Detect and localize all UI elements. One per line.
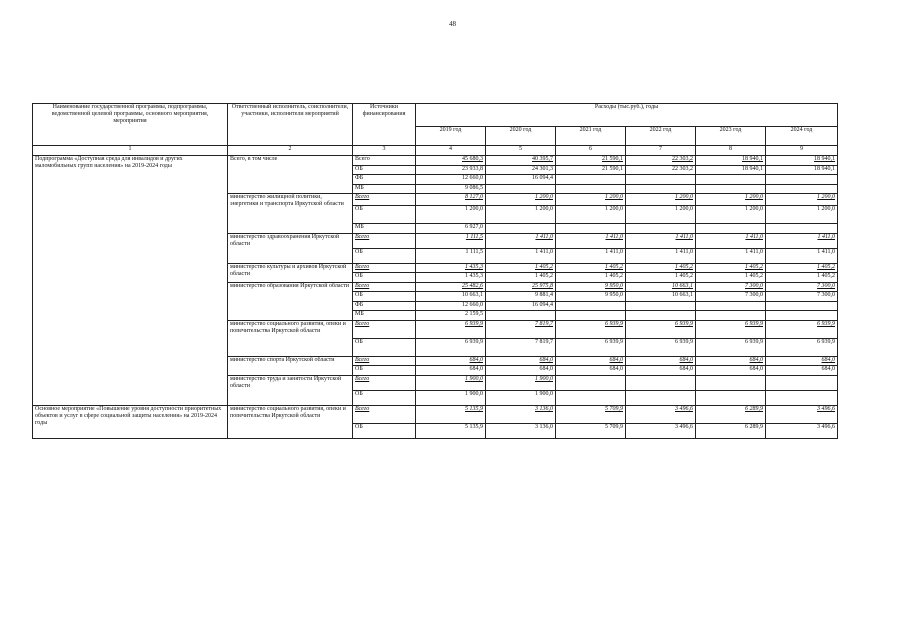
funding-source: Всего [353, 356, 416, 366]
amount-cell: 16 094,4 [486, 175, 556, 185]
amount-cell: 1 200,0 [626, 206, 696, 224]
amount-cell [626, 311, 696, 321]
table-row [33, 156, 838, 166]
amount-cell [626, 224, 696, 234]
amount-cell: 3 496,6 [766, 405, 838, 423]
amount-cell: 1 411,0 [486, 233, 556, 248]
amount-cell: 3 136,0 [486, 423, 556, 438]
amount-cell: 24 301,3 [486, 165, 556, 175]
amount-cell: 9 950,0 [556, 282, 626, 292]
amount-cell: 1 900,0 [486, 390, 556, 405]
funding-source: Всего [353, 194, 416, 206]
funding-source: Всего [353, 375, 416, 390]
funding-source: ОБ [353, 206, 416, 224]
funding-source: МБ [353, 184, 416, 194]
funding-source: ОБ [353, 165, 416, 175]
funding-source: ОБ [353, 338, 416, 356]
column-index: 9 [766, 146, 838, 156]
column-index: 6 [556, 146, 626, 156]
amount-cell: 10 663,1 [626, 292, 696, 302]
amount-cell: 12 660,0 [416, 301, 486, 311]
amount-cell: 10 663,1 [416, 292, 486, 302]
amount-cell: 6 939,9 [696, 338, 766, 356]
funding-source: Всего [353, 320, 416, 338]
amount-cell: 1 200,0 [696, 194, 766, 206]
amount-cell [696, 390, 766, 405]
funding-source: Всего [353, 263, 416, 273]
amount-cell [696, 301, 766, 311]
executor-name: министерство культуры и архивов Иркутской области [228, 263, 353, 282]
amount-cell: 1 405,2 [626, 263, 696, 273]
amount-cell: 7 300,0 [766, 292, 838, 302]
amount-cell: 7 300,0 [696, 282, 766, 292]
header-name: Наименование государственной программы, подпрограммы, ведомственной целевой программы, основного мероприятия, мероприятия [33, 104, 228, 146]
amount-cell [766, 311, 838, 321]
amount-cell: 1 200,0 [626, 194, 696, 206]
amount-cell: 1 411,0 [556, 233, 626, 248]
amount-cell: 5 709,9 [556, 423, 626, 438]
amount-cell: 1 411,0 [696, 233, 766, 248]
header-year: 2022 год [626, 127, 696, 146]
main-event-responsible: министерство социального развития, опеки и попечительства Иркутской области [228, 405, 353, 438]
amount-cell: 684,0 [556, 356, 626, 366]
amount-cell [556, 184, 626, 194]
amount-cell: 10 663,1 [626, 282, 696, 292]
funding-source: ОБ [353, 423, 416, 438]
amount-cell [766, 390, 838, 405]
amount-cell: 40 395,7 [486, 156, 556, 166]
header-year: 2021 год [556, 127, 626, 146]
amount-cell: 1 405,2 [486, 263, 556, 273]
amount-cell: 684,0 [696, 366, 766, 376]
amount-cell: 8 127,0 [416, 194, 486, 206]
amount-cell: 21 590,1 [556, 165, 626, 175]
amount-cell: 6 939,9 [696, 320, 766, 338]
amount-cell: 1 405,2 [486, 273, 556, 283]
column-index: 5 [486, 146, 556, 156]
column-index: 8 [696, 146, 766, 156]
amount-cell: 684,0 [416, 366, 486, 376]
amount-cell [486, 184, 556, 194]
amount-cell: 3 496,6 [766, 423, 838, 438]
amount-cell: 1 200,0 [486, 194, 556, 206]
amount-cell: 1 900,0 [416, 375, 486, 390]
amount-cell [556, 311, 626, 321]
funding-source: ОБ [353, 292, 416, 302]
executor-name: министерство здравоохранения Иркутской области [228, 233, 353, 263]
amount-cell: 6 939,9 [626, 320, 696, 338]
amount-cell: 18 940,1 [696, 165, 766, 175]
table-row [33, 405, 838, 423]
amount-cell: 7 819,7 [486, 320, 556, 338]
amount-cell: 684,0 [486, 356, 556, 366]
amount-cell: 3 496,6 [626, 423, 696, 438]
amount-cell: 1 411,0 [626, 248, 696, 263]
amount-cell: 1 405,2 [766, 273, 838, 283]
amount-cell: 1 900,0 [486, 375, 556, 390]
column-index: 2 [228, 146, 353, 156]
funding-source: Всего [353, 405, 416, 423]
amount-cell: 1 111,5 [416, 248, 486, 263]
amount-cell: 18 940,1 [766, 156, 838, 166]
amount-cell [626, 301, 696, 311]
amount-cell: 1 111,5 [416, 233, 486, 248]
amount-cell: 684,0 [486, 366, 556, 376]
amount-cell: 1 200,0 [556, 194, 626, 206]
funding-source: Всего [353, 282, 416, 292]
amount-cell: 1 411,0 [696, 248, 766, 263]
amount-cell [556, 390, 626, 405]
executor-name: министерство социального развития, опеки и попечительства Иркутской области [228, 320, 353, 356]
funding-source: Всего [353, 156, 416, 166]
amount-cell: 684,0 [416, 356, 486, 366]
funding-source: ОБ [353, 248, 416, 263]
amount-cell [486, 311, 556, 321]
funding-source: ФБ [353, 175, 416, 185]
amount-cell: 1 411,0 [626, 233, 696, 248]
amount-cell: 3 136,0 [486, 405, 556, 423]
amount-cell: 45 680,3 [416, 156, 486, 166]
executor-name: министерство спорта Иркутской области [228, 356, 353, 375]
executor-name: министерство труда и занятости Иркутской области [228, 375, 353, 405]
amount-cell: 6 939,9 [556, 320, 626, 338]
amount-cell: 1 200,0 [556, 206, 626, 224]
amount-cell [766, 184, 838, 194]
amount-cell [556, 301, 626, 311]
amount-cell: 1 411,0 [766, 233, 838, 248]
amount-cell: 1 411,0 [766, 248, 838, 263]
amount-cell: 6 939,9 [416, 338, 486, 356]
amount-cell [766, 175, 838, 185]
funding-source: ОБ [353, 273, 416, 283]
amount-cell: 5 135,9 [416, 405, 486, 423]
amount-cell [486, 224, 556, 234]
amount-cell: 1 411,0 [486, 248, 556, 263]
funding-source: Всего [353, 233, 416, 248]
header-year: 2020 год [486, 127, 556, 146]
header-expenses: Расходы (тыс.руб.), годы [416, 104, 838, 127]
amount-cell: 6 939,9 [556, 338, 626, 356]
amount-cell: 1 200,0 [486, 206, 556, 224]
executor-name: министерство образования Иркутской области [228, 282, 353, 320]
amount-cell: 6 927,0 [416, 224, 486, 234]
amount-cell [626, 390, 696, 405]
amount-cell [766, 224, 838, 234]
amount-cell: 9 086,5 [416, 184, 486, 194]
amount-cell: 22 303,2 [626, 165, 696, 175]
amount-cell: 23 933,8 [416, 165, 486, 175]
funding-source: ОБ [353, 366, 416, 376]
amount-cell [556, 224, 626, 234]
column-index: 3 [353, 146, 416, 156]
amount-cell [626, 375, 696, 390]
amount-cell: 1 900,0 [416, 390, 486, 405]
amount-cell: 684,0 [766, 356, 838, 366]
amount-cell: 5 709,9 [556, 405, 626, 423]
amount-cell: 6 939,9 [416, 320, 486, 338]
amount-cell: 22 303,2 [626, 156, 696, 166]
amount-cell: 684,0 [556, 366, 626, 376]
amount-cell: 1 405,2 [696, 273, 766, 283]
amount-cell: 684,0 [696, 356, 766, 366]
amount-cell: 1 200,0 [766, 194, 838, 206]
amount-cell: 684,0 [626, 366, 696, 376]
amount-cell: 3 496,6 [626, 405, 696, 423]
executor-name: министерство жилищной политики, энергетики и транспорта Иркутской области [228, 194, 353, 234]
amount-cell: 2 159,5 [416, 311, 486, 321]
column-index: 4 [416, 146, 486, 156]
amount-cell: 6 289,9 [696, 405, 766, 423]
amount-cell: 1 200,0 [696, 206, 766, 224]
header-responsible: Ответственный исполнитель, соисполнители, участники, исполнители мероприятий [228, 104, 353, 146]
funding-source: МБ [353, 311, 416, 321]
amount-cell: 1 200,0 [416, 206, 486, 224]
amount-cell [556, 175, 626, 185]
amount-cell: 6 939,9 [626, 338, 696, 356]
header-sources: Источники финансирования [353, 104, 416, 146]
amount-cell: 18 940,1 [696, 156, 766, 166]
page-number: 48 [449, 20, 456, 28]
amount-cell: 5 135,9 [416, 423, 486, 438]
amount-cell [626, 184, 696, 194]
amount-cell [556, 375, 626, 390]
amount-cell: 1 405,2 [766, 263, 838, 273]
amount-cell [696, 224, 766, 234]
amount-cell: 7 300,0 [766, 282, 838, 292]
subprogram-total-label: Всего, в том числе [228, 156, 353, 194]
amount-cell [766, 301, 838, 311]
table-body [33, 156, 838, 439]
amount-cell: 7 819,7 [486, 338, 556, 356]
amount-cell: 1 411,0 [556, 248, 626, 263]
amount-cell [766, 375, 838, 390]
column-index: 1 [33, 146, 228, 156]
amount-cell [626, 175, 696, 185]
amount-cell: 9 881,4 [486, 292, 556, 302]
amount-cell: 1 435,3 [416, 263, 486, 273]
amount-cell: 684,0 [766, 366, 838, 376]
amount-cell: 12 660,0 [416, 175, 486, 185]
amount-cell: 16 094,4 [486, 301, 556, 311]
header-year: 2019 год [416, 127, 486, 146]
funding-source: ФБ [353, 301, 416, 311]
amount-cell: 1 200,0 [766, 206, 838, 224]
amount-cell: 9 950,0 [556, 292, 626, 302]
header-year: 2024 год [766, 127, 838, 146]
amount-cell [696, 184, 766, 194]
amount-cell: 6 289,9 [696, 423, 766, 438]
amount-cell: 1 405,2 [696, 263, 766, 273]
amount-cell: 1 405,2 [626, 273, 696, 283]
amount-cell: 25 482,6 [416, 282, 486, 292]
amount-cell: 25 975,8 [486, 282, 556, 292]
header-year: 2023 год [696, 127, 766, 146]
amount-cell: 6 939,9 [766, 338, 838, 356]
amount-cell: 7 300,0 [696, 292, 766, 302]
amount-cell [696, 311, 766, 321]
funding-source: МБ [353, 224, 416, 234]
amount-cell: 1 435,3 [416, 273, 486, 283]
amount-cell: 1 405,2 [556, 263, 626, 273]
main-event-name: Основное мероприятие «Повышение уровня доступности приоритетных объектов и услуг в сфере социальной защиты населения» на 2019-2024 годы [33, 405, 228, 438]
amount-cell: 21 590,1 [556, 156, 626, 166]
amount-cell: 6 939,9 [766, 320, 838, 338]
amount-cell [696, 175, 766, 185]
subprogram-name: Подпрограмма «Доступная среда для инвалидов и других маломобильных групп населения» на 2019-2024 годы [33, 156, 228, 406]
amount-cell: 18 940,1 [766, 165, 838, 175]
amount-cell: 684,0 [626, 356, 696, 366]
budget-table [32, 103, 838, 439]
amount-cell [696, 375, 766, 390]
column-index: 7 [626, 146, 696, 156]
funding-source: ОБ [353, 390, 416, 405]
amount-cell: 1 405,2 [556, 273, 626, 283]
